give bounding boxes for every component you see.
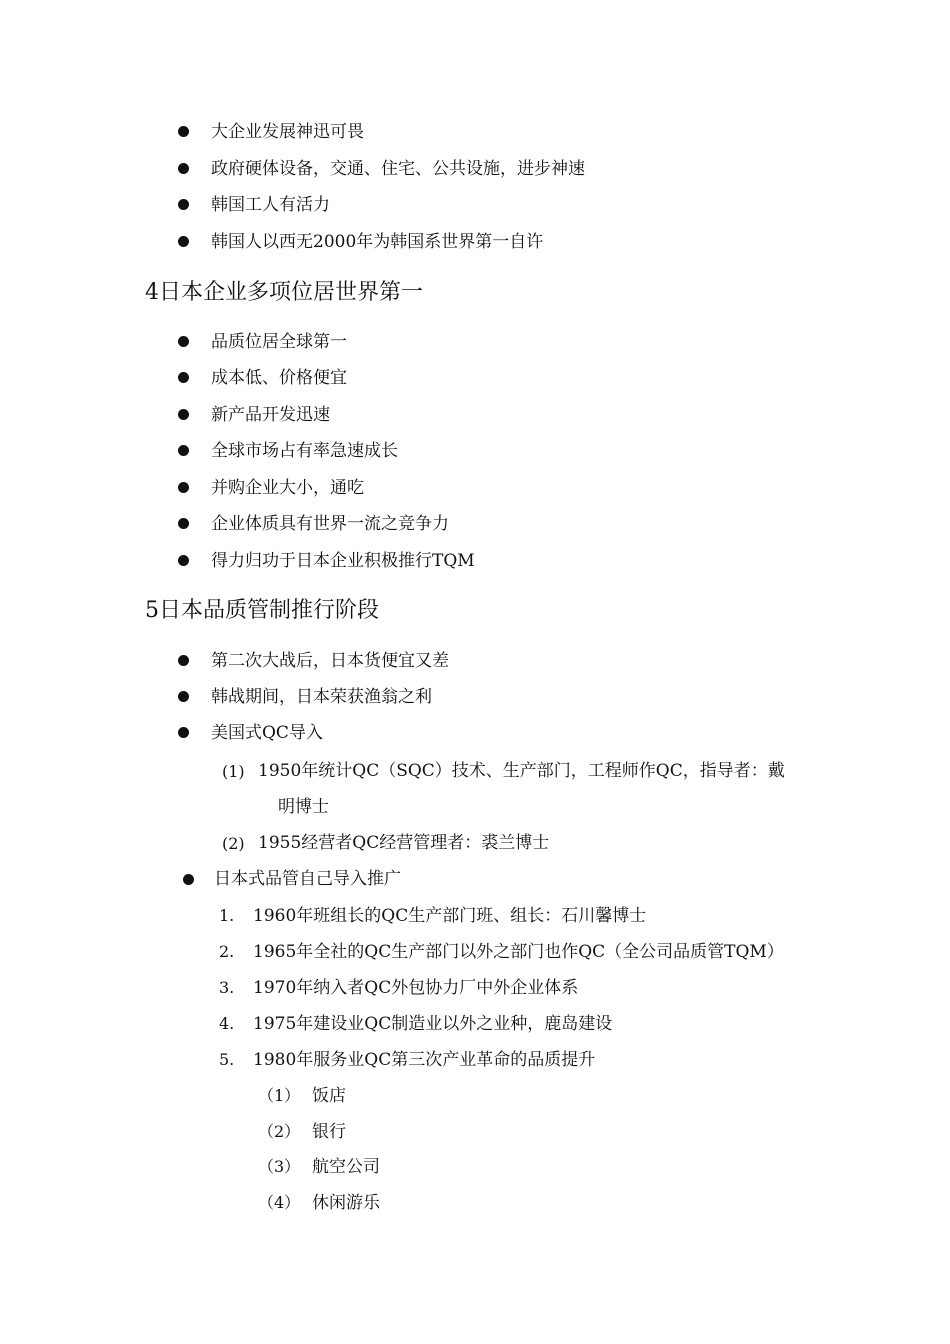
- sub-list-item: 1950年统计QC（SQC）技术、生产部门，工程师作QC，指导者：戴: [258, 761, 785, 781]
- list-marker: （3）: [258, 1157, 301, 1176]
- list-item: 政府硬体设备，交通、住宅、公共设施，进步神速: [211, 159, 585, 179]
- bullet-icon: [178, 691, 189, 702]
- sub-list-item-continuation: 明博士: [278, 797, 329, 817]
- list-item: 韩国人以西无2000年为韩国系世界第一自许: [211, 232, 544, 252]
- numbered-item: 1965年全社的QC生产部门以外之部门也作QC（全公司品质管TQM）: [253, 942, 784, 962]
- list-item: 全球市场占有率急速成长: [211, 441, 398, 461]
- list-marker: 3.: [219, 978, 235, 997]
- sub-list-item: 1955经营者QC经营管理者：裘兰博士: [258, 833, 550, 853]
- list-item: 新产品开发迅速: [211, 405, 330, 425]
- list-item: 品质位居全球第一: [211, 332, 347, 352]
- numbered-item: 1975年建设业QC制造业以外之业种，鹿岛建设: [253, 1014, 613, 1034]
- list-marker: (1): [222, 762, 245, 781]
- sub-list-item: 航空公司: [312, 1157, 380, 1177]
- bullet-icon: [178, 372, 189, 383]
- list-marker: （2）: [258, 1122, 301, 1141]
- list-item: 成本低、价格便宜: [211, 368, 347, 388]
- sub-list-item: 银行: [312, 1122, 346, 1142]
- bullet-icon: [178, 555, 189, 566]
- bullet-icon: [178, 727, 189, 738]
- bullet-icon: [178, 445, 189, 456]
- list-marker: 4.: [219, 1014, 235, 1033]
- list-item: 并购企业大小，通吃: [211, 478, 364, 498]
- bullet-icon: [183, 874, 194, 885]
- bullet-icon: [178, 655, 189, 666]
- numbered-item: 1970年纳入者QC外包协力厂中外企业体系: [253, 978, 579, 998]
- list-item: 企业体质具有世界一流之竞争力: [211, 514, 449, 534]
- list-marker: （4）: [258, 1193, 301, 1212]
- bullet-icon: [178, 126, 189, 137]
- numbered-item: 1960年班组长的QC生产部门班、组长：石川馨博士: [253, 906, 647, 926]
- bullet-icon: [178, 336, 189, 347]
- bullet-icon: [178, 236, 189, 247]
- list-item: 大企业发展神迅可畏: [211, 122, 364, 142]
- sub-list-item: 饭店: [312, 1086, 346, 1106]
- list-marker: 5.: [219, 1050, 235, 1069]
- list-item: 第二次大战后，日本货便宜又差: [211, 651, 449, 671]
- bullet-icon: [178, 199, 189, 210]
- bullet-icon: [178, 409, 189, 420]
- list-item: 日本式品管自己导入推广: [214, 869, 401, 889]
- list-marker: 1.: [219, 906, 235, 925]
- list-item: 韩战期间，日本荣获渔翁之利: [211, 687, 432, 707]
- list-item: 韩国工人有活力: [211, 195, 330, 215]
- numbered-item: 1980年服务业QC第三次产业革命的品质提升: [253, 1050, 596, 1070]
- bullet-icon: [178, 163, 189, 174]
- bullet-icon: [178, 518, 189, 529]
- section-heading: 5日本品质管制推行阶段: [145, 598, 379, 623]
- list-marker: (2): [222, 834, 245, 853]
- list-item: 美国式QC导入: [211, 723, 323, 743]
- sub-list-item: 休闲游乐: [312, 1193, 380, 1213]
- list-marker: 2.: [219, 942, 235, 961]
- list-item: 得力归功于日本企业积极推行TQM: [211, 551, 475, 571]
- section-heading: 4日本企业多项位居世界第一: [145, 280, 423, 305]
- list-marker: （1）: [258, 1086, 301, 1105]
- bullet-icon: [178, 482, 189, 493]
